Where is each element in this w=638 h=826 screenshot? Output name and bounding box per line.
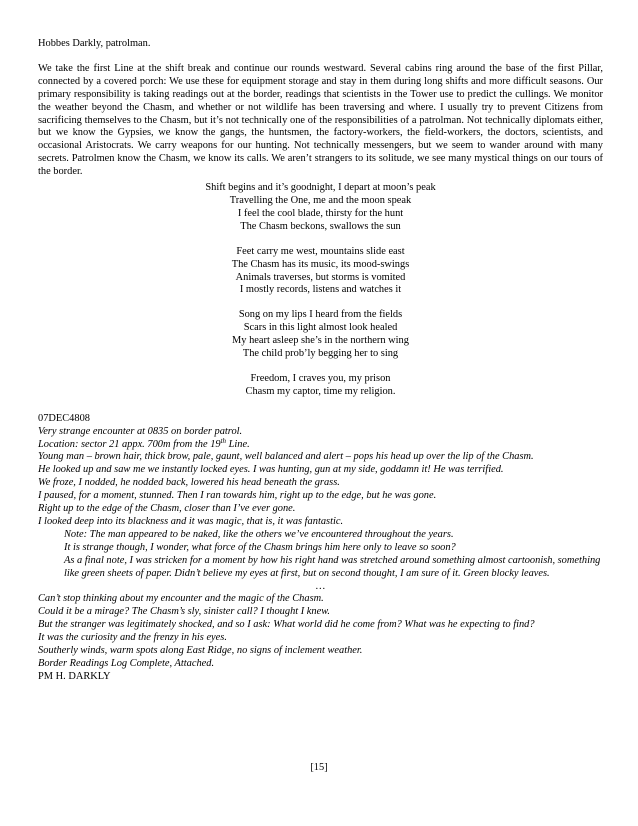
page-number: [15] [310,762,328,773]
poem-line: The child prob’ly begging her to sing [242,348,399,360]
poem-line: I feel the cool blade, thirsty for the hunt [237,207,404,219]
intro-paragraph: We take the first Line at the shift break and continue our rounds westward. Several cabins ring around the base of the first Pillar, connected by a covered porch: We use these for equipment storage and stay in them during long shifts and more difficult seasons. Our primary responsibility is taking readings out at the border, readings that scientists in the Tower use to predict the cullings. We monitor the weather beyond the Chasm, and whether or not wildlife has been traversing and where. I usually try to prevent Citizens from sacrificing themselves to the Chasm, but it’s not technically one of the responsibilities of a patrolman. Not technically diplomats either, but we know the Gypsies, we know the gangs, the huntsmen, the factory-workers, the field-workers, the doctors, scientists, and occasional Aristocrats. We carry weapons for our hunting. Not technically messengers, but we seem to wander around with many secrets. Patrolmen know the Chasm, we know its calls. We aren’t strangers to its solitude, we see many mystical things on our tours of the border. [38,62,603,178]
log-line: Southerly winds, warm spots along East Ridge, no signs of inclement weather. [38,645,363,657]
log-line: Border Readings Log Complete, Attached. [38,657,215,669]
poem-line: My heart asleep she’s in the northern wing [232,335,409,347]
log-line: But the stranger was legitimately shocked, and so I ask: What world did he come from? What was he expecting to find? [38,619,535,631]
poem-stanza-4 [38,373,603,399]
poem-line: Scars in this light almost look healed [243,322,398,334]
poem-line: Song on my lips I heard from the fields [238,309,403,321]
log-line: Very strange encounter at 0835 on border patrol. [38,425,243,437]
poem-line: The Chasm has its music, its mood-swings [231,258,410,270]
log-line: He looked up and saw me we instantly locked eyes. I was hunting, gun at my side, goddamn it! He was terrified. [38,464,504,476]
log-line: It was the curiosity and the frenzy in his eyes. [38,632,227,644]
poem-line: Chasm my captor, time my religion. [245,385,396,397]
page-content [38,38,603,684]
poem-line: Shift begins and it’s goodnight, I depart at moon’s peak [205,182,436,194]
poem-stanza-3 [38,309,603,361]
poem-line: Feet carry me west, mountains slide east [236,245,405,257]
poem-line: The Chasm beckons, swallows the sun [240,220,401,232]
poem-line: Animals traverses, but storms is vomited [235,271,406,283]
log-line: Young man – brown hair, thick brow, pale, gaunt, well balanced and alert – pops his head up over the lip of the Chasm. [38,451,534,463]
author-heading: Hobbes Darkly, patrolman. [38,38,151,49]
log-location [38,436,603,452]
log-date: 07DEC4808 [38,412,90,424]
log-location-sup: th [220,436,227,445]
log-line: I paused, for a moment, stunned. Then I ran towards him, right up to the edge, but he was gone. [38,490,437,502]
log-line: Right up to the edge of the Chasm, closer than I’ve ever gone. [38,503,296,515]
poem-stanza-1 [38,182,603,234]
log-location-text: Location: sector 21 appx. 700m from the 19 [38,438,221,450]
log-note: It is strange though, I wonder, what force of the Chasm brings him here only to leave so soon? [64,541,456,553]
log-line: Could it be a mirage? The Chasm’s sly, sinister call? I thought I knew. [38,606,330,618]
poem [38,182,603,399]
log-entry [38,413,603,684]
ellipsis: … [315,580,326,592]
log-line: Can’t stop thinking about my encounter and the magic of the Chasm. [38,593,324,605]
poem-line: Travelling the One, me and the moon speak [229,194,412,206]
log-line: I looked deep into its blackness and it was magic, that is, it was fantastic. [38,516,344,527]
poem-line: I mostly records, listens and watches it [239,284,402,296]
poem-line: Freedom, I craves you, my prison [250,372,391,384]
log-location-text-end: Line. [226,438,250,450]
poem-stanza-2 [38,246,603,298]
log-note: Note: The man appeared to be naked, like the others we’ve encountered throughout the years. [64,528,454,540]
log-signature: PM H. DARKLY [38,670,111,682]
log-line: We froze, I nodded, he nodded back, lowered his head beneath the grass. [38,477,340,489]
log-note: As a final note, I was stricken for a moment by how his right hand was stretched around something almost cartoonish, something like green sheets of paper. Didn’t believe my eyes at first, but on second thought, I am sure of it. Green blocky leaves. [64,554,601,579]
